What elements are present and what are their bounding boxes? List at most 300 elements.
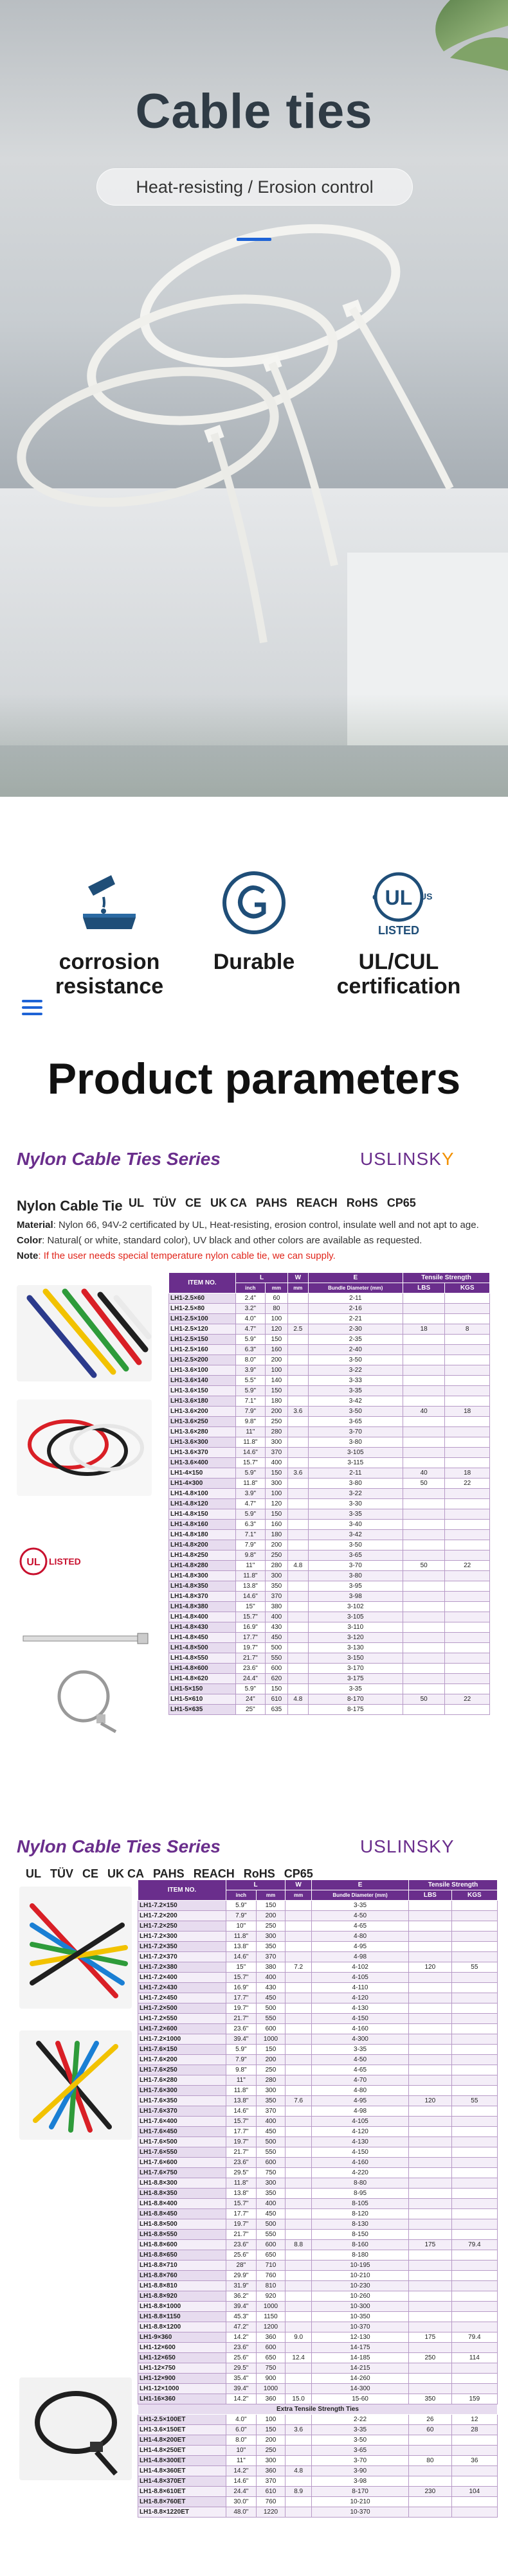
table-cell: 104 [451, 2487, 497, 2497]
table-cell: 11.8" [226, 2178, 256, 2189]
table-cell [445, 1653, 490, 1664]
item-number: LH1-8.8×600 [138, 2240, 226, 2250]
hero-title: Cable ties [135, 84, 373, 139]
table-cell: 920 [256, 2291, 286, 2302]
table-cell: 620 [265, 1674, 287, 1684]
table-cell [408, 2137, 451, 2147]
table-cell [286, 1942, 312, 1952]
table-cell [451, 1993, 497, 2003]
table-cell [403, 1293, 445, 1304]
material-line: Material: Nylon 66, 94V-2 certificated by UL, Heat-resisting, erosion control, insulate well and not apt to age. [17, 1220, 479, 1230]
table-cell [286, 2199, 312, 2209]
table-cell: 3-65 [312, 2446, 409, 2456]
table-cell [286, 2250, 312, 2261]
table-cell: 200 [265, 1540, 287, 1550]
table-cell [445, 1437, 490, 1448]
table-cell [288, 1622, 308, 1633]
table-cell [408, 2435, 451, 2446]
table-cell [288, 1633, 308, 1643]
table-cell [286, 2497, 312, 2507]
table-row [169, 1664, 490, 1674]
table-cell [403, 1530, 445, 1540]
table-cell [286, 2384, 312, 2394]
item-number: LH1-4.8×400 [169, 1612, 236, 1622]
table-cell: 4.0" [235, 1314, 265, 1324]
table-cell: 13.8" [226, 2189, 256, 2199]
table-cell [286, 2189, 312, 2199]
item-number: LH1-3.6×150ET [138, 2425, 226, 2435]
table-cell: 4-150 [312, 2147, 409, 2158]
table-cell [288, 1458, 308, 1468]
table-cell [408, 2446, 451, 2456]
table-row [169, 1345, 490, 1355]
table-cell: 3-120 [308, 1633, 403, 1643]
table-cell: 39.4" [226, 2034, 256, 2045]
th-tensile: Tensile Strength [403, 1273, 490, 1283]
table-cell: 300 [256, 2178, 286, 2189]
table-cell [286, 2086, 312, 2096]
table-cell: 3-98 [308, 1592, 403, 1602]
table-cell: 36 [451, 2456, 497, 2466]
table-cell: 4-120 [312, 2127, 409, 2137]
product-photo-colors-2 [19, 1887, 132, 2009]
product-photo-heavy [19, 2377, 132, 2480]
table-cell: 230 [408, 2487, 451, 2497]
table-cell: 100 [265, 1489, 287, 1499]
table-cell: 3-30 [308, 1499, 403, 1509]
table-row [138, 1993, 498, 2003]
extra-tensile-header: Extra Tensile Strength Ties [138, 2404, 498, 2415]
table-cell [451, 2034, 497, 2045]
table-cell: 4-80 [312, 2086, 409, 2096]
item-number: LH1-4.8×620 [169, 1674, 236, 1684]
table-cell [408, 1911, 451, 1921]
table-cell: 3-42 [308, 1530, 403, 1540]
table-cell: 350 [265, 1581, 287, 1592]
item-number: LH1-7.2×250 [138, 1921, 226, 1932]
accent-bar [237, 238, 271, 241]
table-cell: 4-65 [312, 1921, 409, 1932]
table-cell: 180 [265, 1396, 287, 1407]
table-cell: 3.6 [288, 1407, 308, 1417]
item-number: LH1-7.2×150 [138, 1901, 226, 1911]
table-row [138, 1932, 498, 1942]
table-cell [408, 2199, 451, 2209]
svg-text:LISTED: LISTED [377, 924, 420, 937]
brand-logo-1: USLINSKY [360, 1149, 455, 1169]
table-cell: 430 [256, 1983, 286, 1993]
table-cell: 9.8" [235, 1550, 265, 1561]
color-line: Color: Natural( or white, standard color), UV black and other colors are available as requested. [17, 1235, 422, 1246]
table-cell [286, 1901, 312, 1911]
table-row [138, 2209, 498, 2219]
item-number: LH1-9×360 [138, 2332, 226, 2343]
table-cell: 29.9" [226, 2271, 256, 2281]
table-cell [408, 2075, 451, 2086]
table-cell [445, 1520, 490, 1530]
table-cell: 120 [265, 1324, 287, 1335]
item-number: LH1-7.2×550 [138, 2014, 226, 2024]
table-cell [408, 2024, 451, 2034]
table-cell: 18 [445, 1468, 490, 1479]
table-cell: 8-175 [308, 1705, 403, 1715]
table-cell: 7.2 [286, 1962, 312, 1973]
table-cell: 635 [265, 1705, 287, 1715]
table-cell [451, 1983, 497, 1993]
table-cell: 60 [408, 2425, 451, 2435]
item-number: LH1-7.6×600 [138, 2158, 226, 2168]
table-cell: 3-40 [308, 1520, 403, 1530]
item-number: LH1-8.8×550 [138, 2230, 226, 2240]
table-cell: 175 [408, 2332, 451, 2343]
svg-text:UL: UL [385, 886, 413, 909]
item-number: LH1-7.6×370 [138, 2106, 226, 2117]
table-cell [288, 1509, 308, 1520]
note-line: Note: If the user needs special temperature nylon cable tie, we can supply. [17, 1250, 336, 1261]
table-row [169, 1376, 490, 1386]
item-number: LH1-3.6×300 [169, 1437, 236, 1448]
table-row [138, 2261, 498, 2271]
table-cell [445, 1376, 490, 1386]
table-row [138, 2302, 498, 2312]
table-cell: 600 [256, 2158, 286, 2168]
table-cell: 2-40 [308, 1345, 403, 1355]
table-cell [288, 1489, 308, 1499]
item-number: LH1-8.8×500 [138, 2219, 226, 2230]
table-cell: 3-42 [308, 1396, 403, 1407]
table-cell: 380 [265, 1602, 287, 1612]
item-number: LH1-8.8×650 [138, 2250, 226, 2261]
item-number: LH1-3.6×100 [169, 1365, 236, 1376]
item-number: LH1-7.2×400 [138, 1973, 226, 1983]
table-row [138, 2178, 498, 2189]
table-cell [286, 2158, 312, 2168]
table-cell [408, 2106, 451, 2117]
table-cell: 21.7" [226, 2230, 256, 2240]
table-cell: 23.6" [226, 2158, 256, 2168]
table-cell [286, 2168, 312, 2178]
table-row [138, 2394, 498, 2404]
feature-label-1: corrosion resistance [55, 950, 164, 999]
table-cell: 3-150 [308, 1653, 403, 1664]
item-number: LH1-2.5×100ET [138, 2415, 226, 2425]
table-row [138, 2147, 498, 2158]
table-row [138, 2086, 498, 2096]
table-cell: 14-185 [312, 2353, 409, 2363]
table-cell: 19.7" [226, 2219, 256, 2230]
table-cell: 4-65 [312, 2065, 409, 2075]
table-cell [451, 2281, 497, 2291]
table-cell [408, 2178, 451, 2189]
table-cell [288, 1612, 308, 1622]
table-cell: 16.9" [235, 1622, 265, 1633]
menu-icon[interactable] [22, 1000, 42, 1019]
table-cell: 8-160 [312, 2240, 409, 2250]
table-cell: 3-102 [308, 1602, 403, 1612]
item-number: LH1-8.8×610ET [138, 2487, 226, 2497]
table-cell: 21.7" [226, 2014, 256, 2024]
table-cell [286, 2446, 312, 2456]
table-cell [408, 1973, 451, 1983]
table-row [169, 1643, 490, 1653]
table-row [169, 1653, 490, 1664]
table-row [138, 2281, 498, 2291]
table-cell [451, 1952, 497, 1962]
table-cell: 10-230 [312, 2281, 409, 2291]
table-cell [408, 2250, 451, 2261]
table-cell [408, 2302, 451, 2312]
table-cell: 10" [226, 2446, 256, 2456]
item-number: LH1-4.8×160 [169, 1520, 236, 1530]
table-row [138, 2158, 498, 2168]
table-row [138, 2250, 498, 2261]
table-row [169, 1561, 490, 1571]
table-cell: 6.3" [235, 1345, 265, 1355]
table-cell: 760 [256, 2271, 286, 2281]
table-cell [288, 1479, 308, 1489]
table-cell: 650 [256, 2250, 286, 2261]
table-row [169, 1386, 490, 1396]
table-row [169, 1304, 490, 1314]
table-cell [288, 1520, 308, 1530]
item-number: LH1-7.2×430 [138, 1983, 226, 1993]
table-cell: 3-35 [308, 1509, 403, 1520]
table-cell [408, 2055, 451, 2065]
table-cell: 900 [256, 2374, 286, 2384]
item-number: LH1-3.6×280 [169, 1427, 236, 1437]
table-cell: 200 [265, 1407, 287, 1417]
table-cell [286, 2147, 312, 2158]
table-cell [445, 1509, 490, 1520]
table-row [169, 1355, 490, 1365]
table-cell: 8.8 [286, 2240, 312, 2250]
table-cell: 40 [403, 1407, 445, 1417]
table-cell: 10-210 [312, 2271, 409, 2281]
table-cell: 3-80 [308, 1437, 403, 1448]
table-cell [403, 1499, 445, 1509]
table-cell [403, 1653, 445, 1664]
table-cell: 4-160 [312, 2158, 409, 2168]
table-cell [408, 2363, 451, 2374]
table-cell: 3-70 [312, 2456, 409, 2466]
table-cell [286, 2106, 312, 2117]
item-number: LH1-5×150 [169, 1684, 236, 1694]
table-row [169, 1427, 490, 1437]
table-cell: 180 [265, 1530, 287, 1540]
table-cell: 10-350 [312, 2312, 409, 2322]
table-cell: 600 [256, 2343, 286, 2353]
table-cell: 8.9 [286, 2487, 312, 2497]
table-cell: 15.7" [226, 2117, 256, 2127]
table-cell: 400 [256, 1973, 286, 1983]
table-cell: 4-120 [312, 1993, 409, 2003]
table-cell: 24.4" [235, 1674, 265, 1684]
table-cell: 4.7" [235, 1324, 265, 1335]
table-cell [403, 1365, 445, 1376]
table-cell [408, 2291, 451, 2302]
table-cell [286, 2415, 312, 2425]
table-cell: 11.8" [226, 2086, 256, 2096]
table-cell [408, 2127, 451, 2137]
item-number: LH1-4×300 [169, 1479, 236, 1489]
table-cell [286, 2137, 312, 2147]
table-cell [286, 1973, 312, 1983]
item-number: LH1-5×635 [169, 1705, 236, 1715]
table-cell: 4-130 [312, 2003, 409, 2014]
table-cell: 3-105 [308, 1612, 403, 1622]
item-number: LH1-7.2×600 [138, 2024, 226, 2034]
table-row [169, 1314, 490, 1324]
table-cell [445, 1427, 490, 1437]
table-row [169, 1550, 490, 1561]
item-number: LH1-8.8×350 [138, 2189, 226, 2199]
table-cell: 12-130 [312, 2332, 409, 2343]
table-row [138, 2199, 498, 2209]
table-cell: 2-11 [308, 1293, 403, 1304]
table-cell [451, 2497, 497, 2507]
table-cell [451, 2127, 497, 2137]
table-cell: 23.6" [226, 2024, 256, 2034]
table-cell [445, 1633, 490, 1643]
item-number: LH1-8.8×400 [138, 2199, 226, 2209]
table-cell: 23.6" [235, 1664, 265, 1674]
table-cell: 150 [265, 1335, 287, 1345]
table-row [138, 2168, 498, 2178]
table-cell: 21.7" [226, 2147, 256, 2158]
item-number: LH1-4.8×250 [169, 1550, 236, 1561]
table-cell: 18 [403, 1324, 445, 1335]
series-title-2: Nylon Cable Ties Series [17, 1836, 221, 1856]
table-cell [403, 1509, 445, 1520]
item-number: LH1-7.6×280 [138, 2075, 226, 2086]
table-cell: 29.5" [226, 2363, 256, 2374]
table-cell [408, 2189, 451, 2199]
table-row [138, 2065, 498, 2075]
item-number: LH1-4.8×350 [169, 1581, 236, 1592]
item-number: LH1-7.6×750 [138, 2168, 226, 2178]
table-row [138, 2384, 498, 2394]
table-cell: 150 [256, 1901, 286, 1911]
table-cell [445, 1396, 490, 1407]
table-cell: 760 [256, 2497, 286, 2507]
table-cell: 28 [451, 2425, 497, 2435]
table-cell [403, 1622, 445, 1633]
item-number: LH1-7.6×550 [138, 2147, 226, 2158]
table-cell: 22 [445, 1694, 490, 1705]
feature-durable [170, 867, 338, 974]
table-row [169, 1571, 490, 1581]
table-cell [286, 2209, 312, 2219]
table-cell: 16.9" [226, 1983, 256, 1993]
table-cell: 10-260 [312, 2291, 409, 2302]
table-cell: 5.9" [226, 1901, 256, 1911]
table-row [138, 1973, 498, 1983]
table-cell: 100 [265, 1314, 287, 1324]
table-cell: 14-260 [312, 2374, 409, 2384]
table-cell [286, 2075, 312, 2086]
table-cell [403, 1684, 445, 1694]
table-cell: 114 [451, 2353, 497, 2363]
table-cell: 5.9" [235, 1468, 265, 1479]
table-cell: 8-80 [312, 2178, 409, 2189]
table-cell [445, 1386, 490, 1396]
table-cell: 18 [445, 1407, 490, 1417]
table-row [169, 1581, 490, 1592]
table-cell: 370 [256, 2476, 286, 2487]
table-cell [451, 2446, 497, 2456]
table-cell: 12 [451, 2415, 497, 2425]
table-cell: 550 [256, 2014, 286, 2024]
table-cell: 200 [256, 2055, 286, 2065]
table-cell: 7.1" [235, 1396, 265, 1407]
table-cell [451, 2003, 497, 2014]
table-cell [445, 1602, 490, 1612]
table-row [169, 1293, 490, 1304]
table-cell: 250 [256, 2446, 286, 2456]
product-name: Nylon Cable Tie [17, 1198, 123, 1214]
ul-listed-badge: UL LISTED [19, 1547, 71, 1577]
table-cell: 600 [256, 2240, 286, 2250]
table-cell [286, 1993, 312, 2003]
table-cell: 45.3" [226, 2312, 256, 2322]
table-cell [445, 1705, 490, 1715]
item-number: LH1-4×150 [169, 1468, 236, 1479]
table-cell: 47.2" [226, 2322, 256, 2332]
table-cell: 55 [451, 1962, 497, 1973]
table-cell [403, 1437, 445, 1448]
table-cell: 19.7" [226, 2003, 256, 2014]
table-cell [286, 2003, 312, 2014]
table-row [138, 2024, 498, 2034]
table-cell: 4-105 [312, 2117, 409, 2127]
table-cell [408, 2507, 451, 2518]
table-cell: 22 [445, 1479, 490, 1489]
table-cell [408, 2168, 451, 2178]
table-cell [408, 2086, 451, 2096]
hero-banner [0, 0, 508, 797]
item-number: LH1-2.5×100 [169, 1314, 236, 1324]
table-cell [288, 1664, 308, 1674]
table-cell: 1000 [256, 2384, 286, 2394]
table-row [169, 1705, 490, 1715]
table-cell [445, 1345, 490, 1355]
table-cell: 120 [408, 1962, 451, 1973]
item-number: LH1-3.6×200 [169, 1407, 236, 1417]
table-cell: 3-80 [308, 1571, 403, 1581]
table-cell: 3-35 [308, 1684, 403, 1694]
table-cell: 500 [256, 2003, 286, 2014]
table-cell: 250 [265, 1417, 287, 1427]
item-number: LH1-3.6×250 [169, 1417, 236, 1427]
table-cell: 3.9" [235, 1365, 265, 1376]
table-cell: 2-30 [308, 1324, 403, 1335]
table-cell: 4-102 [312, 1962, 409, 1973]
item-number: LH1-8.8×760 [138, 2271, 226, 2281]
table-cell [288, 1530, 308, 1540]
table-cell [451, 1932, 497, 1942]
table-cell [286, 2230, 312, 2240]
table-cell: 48.0" [226, 2507, 256, 2518]
item-number: LH1-4.8×250ET [138, 2446, 226, 2456]
table-cell: 150 [256, 2045, 286, 2055]
item-number: LH1-7.6×300 [138, 2086, 226, 2096]
table-cell: 9.0 [286, 2332, 312, 2343]
table-cell: 200 [265, 1355, 287, 1365]
table-cell: 3.9" [235, 1489, 265, 1499]
table-cell: 5.9" [226, 2045, 256, 2055]
table-cell: 50 [403, 1479, 445, 1489]
table-cell [451, 2250, 497, 2261]
